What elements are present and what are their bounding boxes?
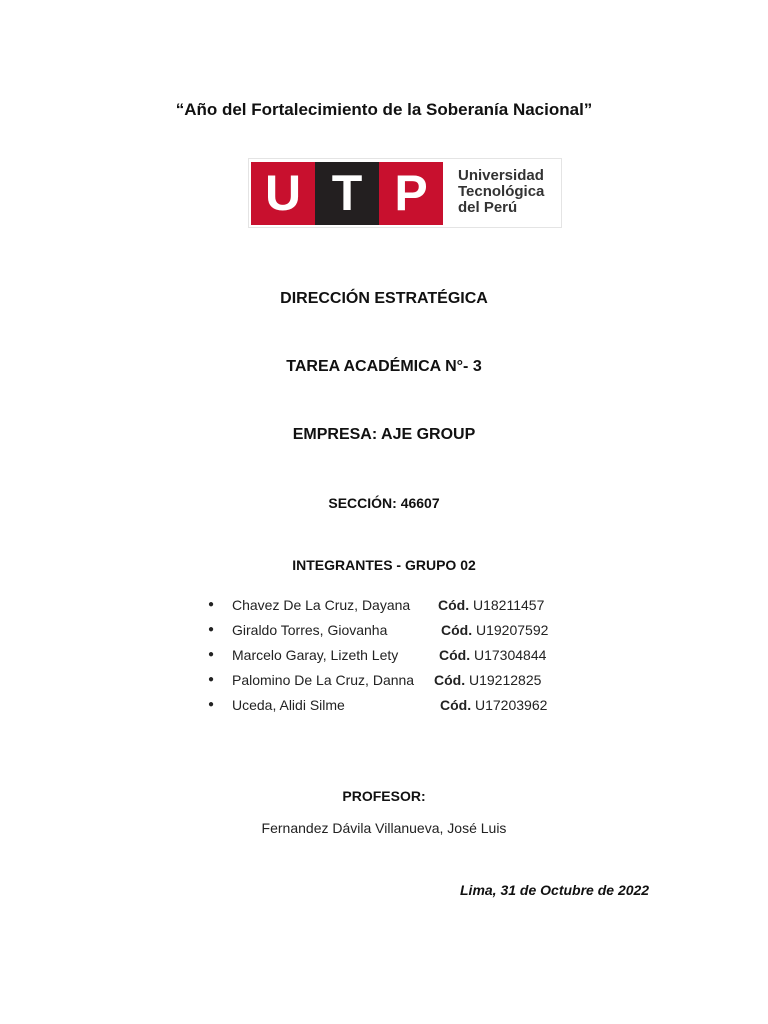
code-label: Cód. <box>434 672 466 688</box>
course-title: DIRECCIÓN ESTRATÉGICA <box>280 290 488 307</box>
logo-letter-t: T <box>315 162 379 225</box>
bullet-icon: ● <box>208 699 215 710</box>
member-name: Giraldo Torres, Giovanha <box>232 622 388 638</box>
member-code <box>438 596 544 614</box>
professor-name: Fernandez Dávila Villanueva, José Luis <box>261 820 507 836</box>
team-heading: INTEGRANTES - GRUPO 02 <box>292 557 476 573</box>
company-title: EMPRESA: AJE GROUP <box>292 426 476 443</box>
code-label: Cód. <box>441 622 473 638</box>
logo-line-2: Tecnológica <box>458 183 545 200</box>
logo-letter-p: P <box>379 162 443 225</box>
logo-line-3: del Perú <box>458 199 518 216</box>
logo-line-1: Universidad <box>458 167 544 184</box>
bullet-icon: ● <box>208 624 215 635</box>
member-list <box>208 596 608 721</box>
bullet-icon: ● <box>208 649 215 660</box>
utp-logo <box>248 158 562 228</box>
document-motto: “Año del Fortalecimiento de la Soberanía Nacional” <box>175 100 593 119</box>
section-label: SECCIÓN: 46607 <box>328 495 440 511</box>
code-label: Cód. <box>438 597 470 613</box>
bullet-icon: ● <box>208 599 215 610</box>
logo-letter-u: U <box>251 162 315 225</box>
code-label: Cód. <box>439 647 471 663</box>
list-item <box>208 621 608 646</box>
list-item <box>208 696 608 721</box>
member-name: Uceda, Alidi Silme <box>232 697 345 713</box>
list-item <box>208 596 608 621</box>
member-code <box>439 646 546 664</box>
logo-university-name <box>458 168 544 216</box>
assignment-title: TAREA ACADÉMICA N°- 3 <box>286 358 482 375</box>
member-name: Chavez De La Cruz, Dayana <box>232 597 411 613</box>
bullet-icon: ● <box>208 674 215 685</box>
member-code <box>434 671 541 689</box>
member-name: Marcelo Garay, Lizeth Lety <box>232 647 399 663</box>
list-item <box>208 646 608 671</box>
place-date: Lima, 31 de Octubre de 2022 <box>460 882 650 898</box>
professor-heading: PROFESOR: <box>342 788 426 804</box>
member-name: Palomino De La Cruz, Danna <box>232 672 415 688</box>
list-item <box>208 671 608 696</box>
member-code <box>440 696 547 714</box>
member-code <box>441 621 548 639</box>
code-label: Cód. <box>440 697 472 713</box>
code-value: U17304844 <box>474 647 547 663</box>
code-value: U17203962 <box>475 697 548 713</box>
code-value: U19207592 <box>476 622 549 638</box>
code-value: U18211457 <box>473 597 545 613</box>
code-value: U19212825 <box>469 672 542 688</box>
